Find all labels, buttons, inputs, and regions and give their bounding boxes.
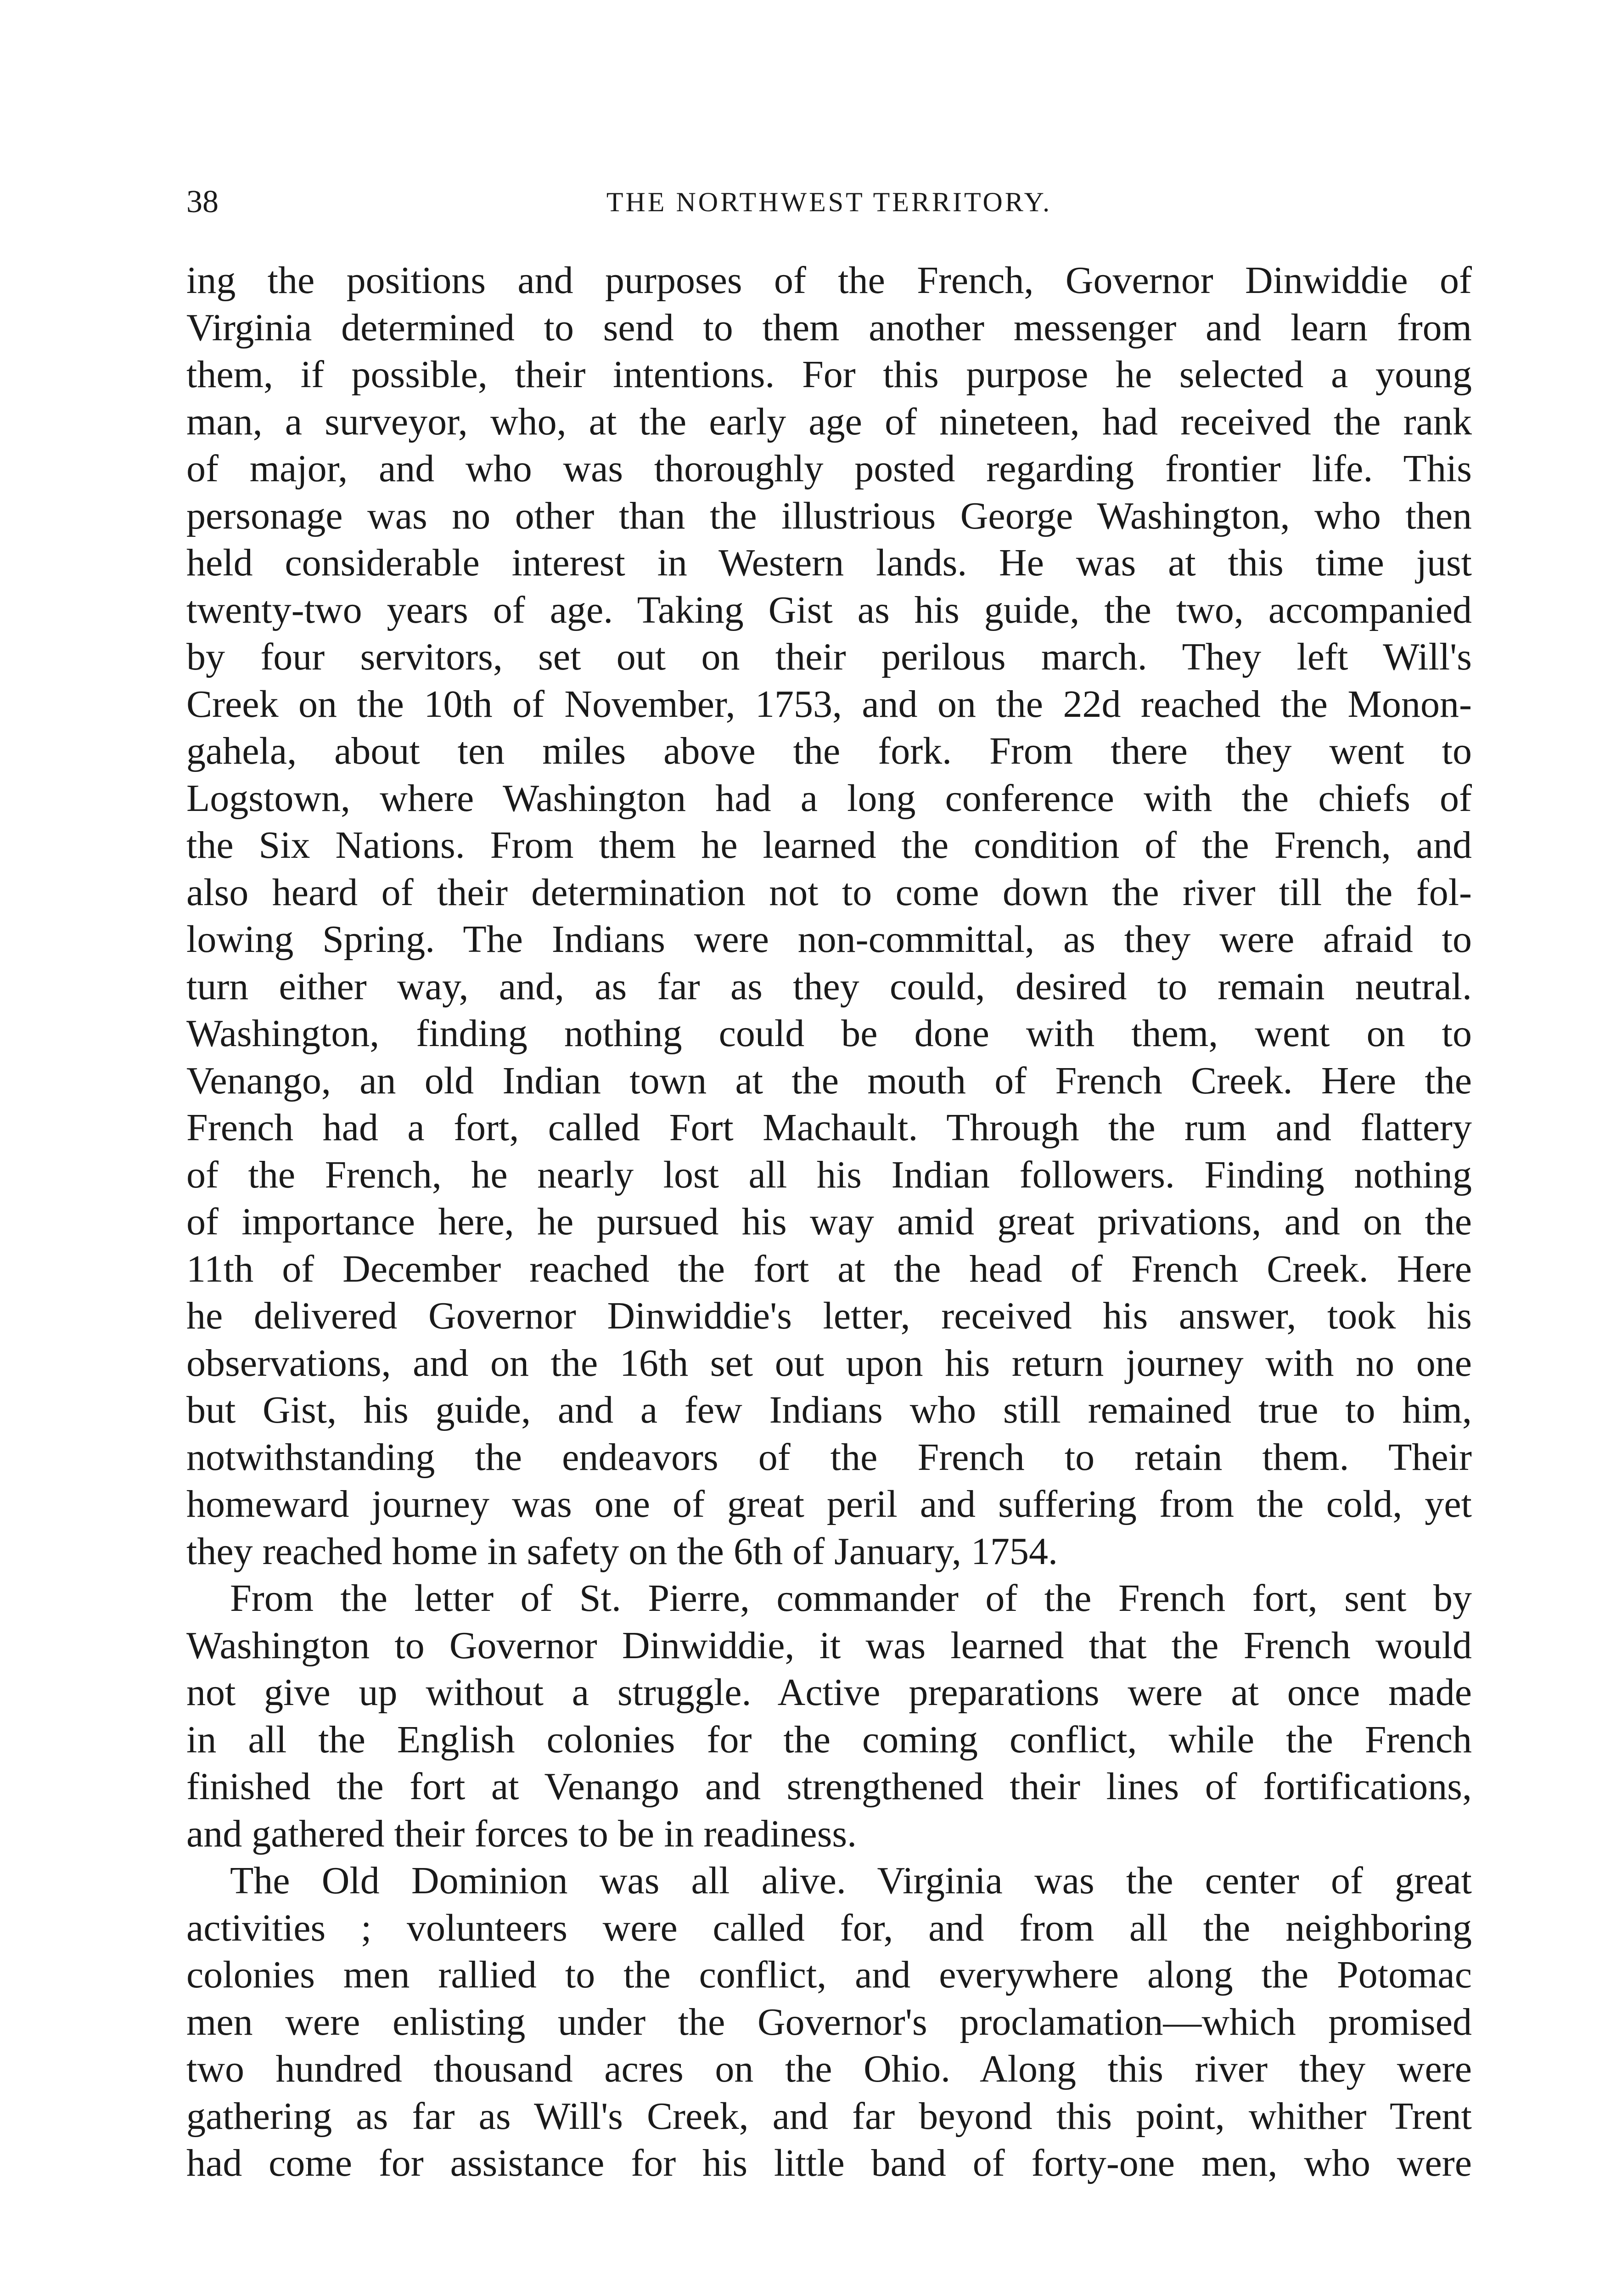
text-line: notwithstanding the endeavors of the French to retain them. Their: [186, 1435, 1472, 1479]
text-line: of major, and who was thoroughly posted regarding frontier life. This: [186, 447, 1472, 490]
text-line: them, if possible, their intentions. For this purpose he selected a young: [186, 353, 1472, 396]
text-line: turn either way, and, as far as they could, desired to remain neutral.: [186, 965, 1472, 1008]
text-line: colonies men rallied to the conflict, and everywhere along the Potomac: [186, 1953, 1472, 1996]
text-line: observations, and on the 16th set out upon his return journey with no one: [186, 1341, 1472, 1384]
text-line: they reached home in safety on the 6th of January, 1754.: [186, 1530, 1058, 1573]
text-line: of the French, he nearly lost all his Indian followers. Finding nothing: [186, 1153, 1472, 1196]
text-line: had come for assistance for his little band of forty-one men, who were: [186, 2142, 1472, 2184]
text-line: not give up without a struggle. Active preparations were at once made: [186, 1671, 1472, 1714]
page-header: [186, 181, 1472, 223]
text-line: ing the positions and purposes of the French, Governor Dinwiddie of: [186, 259, 1472, 302]
text-line: gahela, about ten miles above the fork. From there they went to: [186, 730, 1472, 772]
text-line: he delivered Governor Dinwiddie's letter, received his answer, took his: [186, 1294, 1472, 1337]
text-line: lowing Spring. The Indians were non-committal, as they were afraid to: [186, 918, 1472, 961]
text-line: Washington to Governor Dinwiddie, it was learned that the French would: [186, 1624, 1472, 1667]
text-line: 11th of December reached the fort at the head of French Creek. Here: [186, 1247, 1472, 1290]
text-line: in all the English colonies for the coming conflict, while the French: [186, 1718, 1472, 1761]
text-line: Washington, finding nothing could be done with them, went on to: [186, 1012, 1472, 1055]
text-line: finished the fort at Venango and strengthened their lines of fortifications,: [186, 1765, 1472, 1808]
page-number: 38: [186, 184, 219, 219]
text-line: by four servitors, set out on their perilous march. They left Will's: [186, 636, 1472, 678]
text-line: The Old Dominion was all alive. Virginia was the center of great: [230, 1859, 1472, 1902]
text-line: the Six Nations. From them he learned the condition of the French, and: [186, 824, 1472, 867]
text-line: man, a surveyor, who, at the early age of nineteen, had received the rank: [186, 400, 1472, 443]
text-line: Virginia determined to send to them another messenger and learn from: [186, 306, 1472, 349]
text-line: Venango, an old Indian town at the mouth of French Creek. Here the: [186, 1059, 1472, 1102]
text-line: and gathered their forces to be in readiness.: [186, 1812, 857, 1855]
running-title: THE NORTHWEST TERRITORY.: [606, 187, 1052, 217]
text-line: Creek on the 10th of November, 1753, and on the 22d reached the Monon-: [186, 682, 1472, 726]
text-line: gathering as far as Will's Creek, and far beyond this point, whither Trent: [186, 2094, 1472, 2138]
text-line: twenty-two years of age. Taking Gist as his guide, the two, accompanied: [186, 588, 1472, 631]
body-text: [186, 257, 1472, 2187]
paragraph: [186, 257, 1472, 1575]
text-line: personage was no other than the illustrious George Washington, who then: [186, 494, 1472, 537]
text-line: but Gist, his guide, and a few Indians who still remained true to him,: [186, 1389, 1472, 1431]
text-line: French had a fort, called Fort Machault. Through the rum and flattery: [186, 1106, 1472, 1149]
text-line: activities ; volunteers were called for, and from all the neighboring: [186, 1906, 1472, 1949]
text-line: Logstown, where Washington had a long conference with the chiefs of: [186, 777, 1472, 820]
text-line: homeward journey was one of great peril and suffering from the cold, yet: [186, 1483, 1472, 1525]
text-line: men were enlisting under the Governor's proclamation—which promised: [186, 2000, 1472, 2043]
text-line: From the letter of St. Pierre, commander of the French fort, sent by: [230, 1577, 1472, 1620]
text-line: two hundred thousand acres on the Ohio. Along this river they were: [186, 2048, 1472, 2090]
text-line: also heard of their determination not to come down the river till the fol-: [186, 871, 1472, 914]
paragraph: [186, 1575, 1472, 1857]
text-line: held considerable interest in Western lands. He was at this time just: [186, 541, 1472, 584]
paragraph: [186, 1857, 1472, 2187]
text-line: of importance here, he pursued his way amid great privations, and on the: [186, 1200, 1472, 1243]
